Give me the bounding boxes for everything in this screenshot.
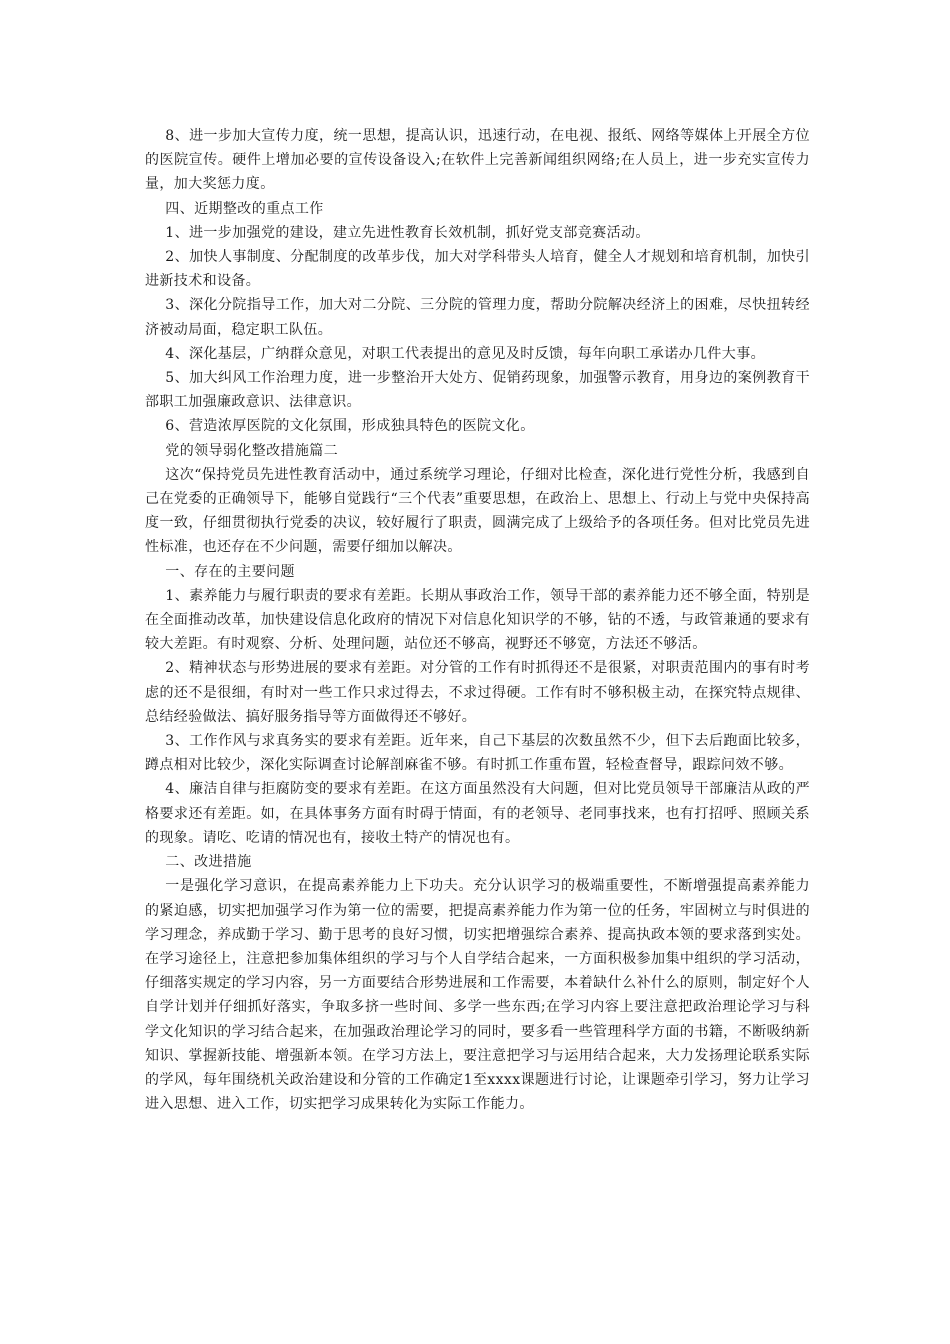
paragraph-intro: 这次“保持党员先进性教育活动中，通过系统学习理论，仔细对比检查，深化进行党性分析，我感到自己在党委的正确领导下，能够自觉践行“三个代表”重要思想，在政治上、思想上、行动上与党中央保持高度一致，仔细贯彻执行党委的决议，较好履行了职责，圆满完成了上级给予的各项任务。但对比党员先进性标准，也还存在不少问题，需要仔细加以解决。	[145, 466, 810, 556]
paragraph-item-1: 1、进一步加强党的建设，建立先进性教育长效机制，抓好党支部竞赛活动。	[165, 224, 650, 241]
heading-improvement-measures: 二、改进措施	[165, 854, 252, 871]
document-body	[145, 124, 810, 1116]
paragraph-item-5: 5、加大纠风工作治理力度，进一步整治开大处方、促销药现象，加强警示教育，用身边的案例教育干部职工加强廉政意识、法律意识。	[145, 370, 810, 411]
paragraph-measure-1: 一是强化学习意识，在提高素养能力上下功夫。充分认识学习的极端重要性，不断增强提高素养能力的紧迫感，切实把加强学习作为第一位的需要，把提高素养能力作为第一位的任务，牢固树立与时俱进的学习理念，养成勤于学习、勤于思考的良好习惯，切实把增强综合素养、提高执政本领的要求落到实处。在学习途径上，注意把参加集体组织的学习与个人自学结合起来，一方面积极参加集中组织的学习活动，仔细落实规定的学习内容，另一方面要结合形势进展和工作需要，本着缺什么补什么的原则，制定好个人自学计划并仔细抓好落实，争取多挤一些时间、多学一些东西;在学习内容上要注意把政治理论学习与科学文化知识的学习结合起来，在加强政治理论学习的同时，要多看一些管理科学方面的书籍，不断吸纳新知识、掌握新技能、增强新本领。在学习方法上，要注意把学习与运用结合起来，大力发扬理论联系实际的学风，每年围绕机关政治建设和分管的工作确定1至xxxx课题进行讨论，让课题牵引学习，努力让学习进入思想、进入工作，切实把学习成果转化为实际工作能力。	[145, 878, 810, 1113]
section-title-part-two: 党的领导弱化整改措施篇二	[165, 442, 339, 459]
paragraph-item-2: 2、加快人事制度、分配制度的改革步伐，加大对学科带头人培育，健全人才规划和培育机制，加快引进新技术和设备。	[145, 249, 810, 290]
heading-main-problems: 一、存在的主要问题	[165, 563, 295, 580]
paragraph-problem-4: 4、廉洁自律与拒腐防变的要求有差距。在这方面虽然没有大问题，但对比党员领导干部廉洁从政的严格要求还有差距。如，在具体事务方面有时碍于情面，有的老领导、老同事找来，也有打招呼、照顾关系的现象。请吃、吃请的情况也有，接收土特产的情况也有。	[145, 781, 810, 846]
heading-recent-rectification: 四、近期整改的重点工作	[165, 200, 324, 217]
paragraph-publicity: 8、进一步加大宣传力度，统一思想，提高认识，迅速行动，在电视、报纸、网络等媒体上开展全方位的医院宣传。硬件上增加必要的宣传设备设入;在软件上完善新闻组织网络;在人员上，进一步充实宣传力量，加大奖惩力度。	[145, 128, 810, 193]
paragraph-item-3: 3、深化分院指导工作，加大对二分院、三分院的管理力度，帮助分院解决经济上的困难，尽快扭转经济被动局面，稳定职工队伍。	[145, 297, 810, 338]
paragraph-item-4: 4、深化基层，广纳群众意见，对职工代表提出的意见及时反馈，每年向职工承诺办几件大事。	[165, 345, 766, 362]
paragraph-problem-1: 1、素养能力与履行职责的要求有差距。长期从事政治工作，领导干部的素养能力还不够全面，特别是在全面推动改革，加快建设信息化政府的情况下对信息化知识学的不够，钻的不透，与政管兼通的要求有较大差距。有时观察、分析、处理问题，站位还不够高，视野还不够宽，方法还不够活。	[145, 587, 810, 653]
paragraph-problem-3: 3、工作作风与求真务实的要求有差距。近年来，自己下基层的次数虽然不少，但下去后跑面比较多，蹲点相对比较少，深化实际调查讨论解剖麻雀不够。有时抓工作重布置，轻检查督导，跟踪问效不够。	[145, 733, 810, 774]
paragraph-item-6: 6、营造浓厚医院的文化氛围，形成独具特色的医院文化。	[165, 418, 535, 435]
paragraph-problem-2: 2、精神状态与形势进展的要求有差距。对分管的工作有时抓得还不是很紧，对职责范围内的事有时考虑的还不是很细，有时对一些工作只求过得去，不求过得硬。工作有时不够积极主动，在探究特点规律、总结经验做法、搞好服务指导等方面做得还不够好。	[145, 660, 810, 725]
